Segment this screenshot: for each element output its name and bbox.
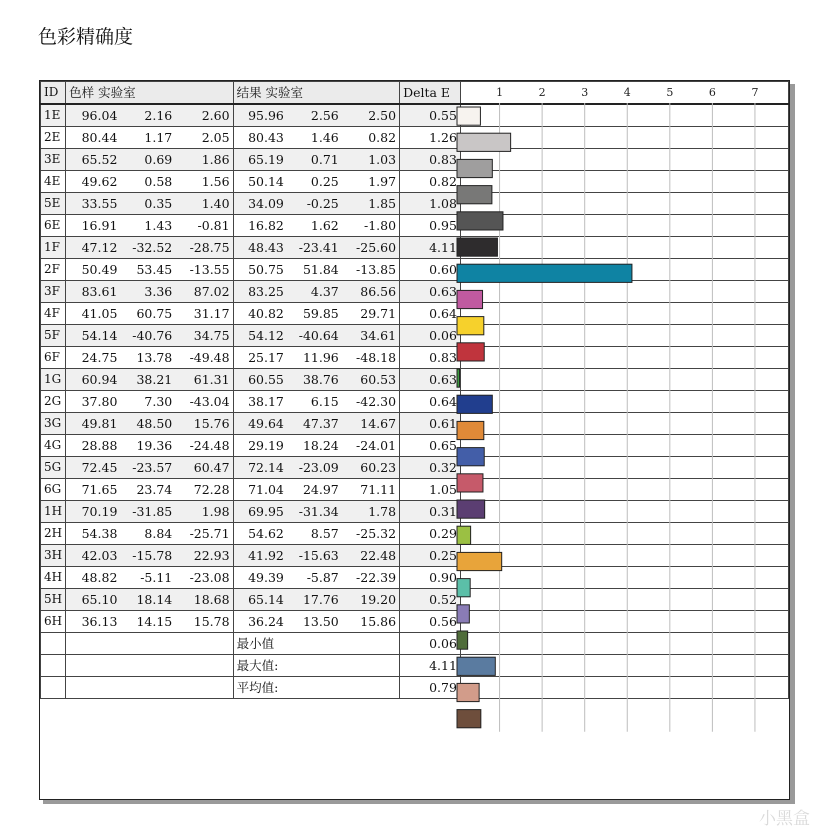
summary-label: 最大值: (233, 655, 399, 677)
delta-e-bar (457, 657, 495, 675)
result-a: 38.76 (287, 369, 342, 391)
watermark: 小黑盒 (759, 809, 810, 829)
result-b: 0.82 (342, 127, 400, 149)
color-accuracy-report (39, 80, 790, 800)
sample-a: 0.35 (120, 193, 175, 215)
result-b: 1.03 (342, 149, 400, 171)
result-b: 29.71 (342, 303, 400, 325)
x-tick-label: 4 (623, 86, 631, 99)
sample-l: 96.04 (66, 104, 121, 127)
delta-e-value: 0.60 (400, 259, 461, 281)
sample-l: 72.45 (66, 457, 121, 479)
sample-l: 42.03 (66, 545, 121, 567)
sample-b: -13.55 (175, 259, 233, 281)
sample-l: 65.52 (66, 149, 121, 171)
header-result: 结果 实验室 (233, 82, 399, 105)
sample-b: 18.68 (175, 589, 233, 611)
sample-b: 1.56 (175, 171, 233, 193)
sample-a: 60.75 (120, 303, 175, 325)
row-id: 2F (41, 259, 66, 281)
sample-b: -43.04 (175, 391, 233, 413)
result-l: 65.19 (233, 149, 287, 171)
delta-e-bar (457, 238, 497, 256)
sample-a: -31.85 (120, 501, 175, 523)
result-b: 14.67 (342, 413, 400, 435)
row-id: 4G (41, 435, 66, 457)
sample-b: 22.93 (175, 545, 233, 567)
result-b: 19.20 (342, 589, 400, 611)
result-b: -42.30 (342, 391, 400, 413)
row-id: 5F (41, 325, 66, 347)
result-a: -40.64 (287, 325, 342, 347)
result-a: 18.24 (287, 435, 342, 457)
result-a: 8.57 (287, 523, 342, 545)
summary-value: 0.06 (400, 633, 461, 655)
sample-a: 23.74 (120, 479, 175, 501)
sample-a: -15.78 (120, 545, 175, 567)
summary-label: 平均值: (233, 677, 399, 699)
result-b: 60.23 (342, 457, 400, 479)
summary-value: 0.79 (400, 677, 461, 699)
result-a: 13.50 (287, 611, 342, 633)
result-b: -22.39 (342, 567, 400, 589)
sample-b: -28.75 (175, 237, 233, 259)
result-l: 83.25 (233, 281, 287, 303)
sample-l: 83.61 (66, 281, 121, 303)
row-id: 6F (41, 347, 66, 369)
sample-a: 14.15 (120, 611, 175, 633)
result-a: -15.63 (287, 545, 342, 567)
sample-a: 0.58 (120, 171, 175, 193)
sample-b: 15.78 (175, 611, 233, 633)
sample-b: 34.75 (175, 325, 233, 347)
sample-a: 3.36 (120, 281, 175, 303)
result-l: 41.92 (233, 545, 287, 567)
result-l: 50.75 (233, 259, 287, 281)
sample-a: 1.17 (120, 127, 175, 149)
sample-a: 53.45 (120, 259, 175, 281)
row-id: 2G (41, 391, 66, 413)
row-id: 1F (41, 237, 66, 259)
result-l: 60.55 (233, 369, 287, 391)
result-a: 4.37 (287, 281, 342, 303)
result-l: 95.96 (233, 104, 287, 127)
sample-l: 36.13 (66, 611, 121, 633)
result-l: 49.64 (233, 413, 287, 435)
row-id: 3H (41, 545, 66, 567)
header-id: ID (41, 82, 66, 105)
delta-e-bar (457, 552, 502, 570)
header-delta-e: Delta E (400, 82, 461, 105)
sample-l: 49.81 (66, 413, 121, 435)
result-b: 22.48 (342, 545, 400, 567)
row-id: 3E (41, 149, 66, 171)
result-a: 47.37 (287, 413, 342, 435)
result-l: 29.19 (233, 435, 287, 457)
sample-a: 7.30 (120, 391, 175, 413)
result-l: 34.09 (233, 193, 287, 215)
result-a: -31.34 (287, 501, 342, 523)
sample-l: 16.91 (66, 215, 121, 237)
delta-e-bar-chart (40, 81, 791, 801)
sample-l: 24.75 (66, 347, 121, 369)
sample-l: 49.62 (66, 171, 121, 193)
delta-e-bar (457, 526, 471, 544)
delta-e-bar (457, 133, 511, 151)
result-b: 60.53 (342, 369, 400, 391)
result-b: 15.86 (342, 611, 400, 633)
x-tick-label: 6 (708, 86, 716, 99)
sample-b: -24.48 (175, 435, 233, 457)
result-b: 71.11 (342, 479, 400, 501)
delta-e-value: 1.08 (400, 193, 461, 215)
delta-e-bar (457, 710, 481, 728)
x-tick-label: 5 (666, 86, 674, 99)
delta-e-bar (457, 186, 492, 204)
sample-b: 2.05 (175, 127, 233, 149)
delta-e-value: 0.83 (400, 347, 461, 369)
row-id: 1G (41, 369, 66, 391)
result-b: -13.85 (342, 259, 400, 281)
result-a: 59.85 (287, 303, 342, 325)
sample-l: 54.14 (66, 325, 121, 347)
x-tick-label: 2 (538, 86, 546, 99)
sample-b: 1.98 (175, 501, 233, 523)
delta-e-bar (457, 159, 492, 177)
row-id: 2H (41, 523, 66, 545)
x-tick-label: 3 (581, 86, 589, 99)
sample-b: -0.81 (175, 215, 233, 237)
delta-e-value: 0.64 (400, 391, 461, 413)
sample-a: 1.43 (120, 215, 175, 237)
delta-e-value: 1.26 (400, 127, 461, 149)
delta-e-bar (457, 212, 503, 230)
result-a: -23.09 (287, 457, 342, 479)
delta-e-value: 0.64 (400, 303, 461, 325)
delta-e-bar (457, 448, 484, 466)
delta-e-value: 0.61 (400, 413, 461, 435)
result-l: 50.14 (233, 171, 287, 193)
result-b: 1.78 (342, 501, 400, 523)
result-b: 86.56 (342, 281, 400, 303)
delta-e-bar (457, 683, 479, 701)
sample-l: 65.10 (66, 589, 121, 611)
result-b: 1.97 (342, 171, 400, 193)
page-title: 色彩精确度 (38, 26, 134, 48)
result-l: 36.24 (233, 611, 287, 633)
result-a: 1.62 (287, 215, 342, 237)
result-l: 54.12 (233, 325, 287, 347)
sample-l: 50.49 (66, 259, 121, 281)
row-id: 2E (41, 127, 66, 149)
delta-e-value: 4.11 (400, 237, 461, 259)
delta-e-bar (457, 290, 483, 308)
result-a: 0.71 (287, 149, 342, 171)
sample-b: 2.60 (175, 104, 233, 127)
delta-e-value: 0.63 (400, 281, 461, 303)
sample-l: 47.12 (66, 237, 121, 259)
row-id: 5G (41, 457, 66, 479)
sample-l: 70.19 (66, 501, 121, 523)
result-a: 24.97 (287, 479, 342, 501)
result-a: -0.25 (287, 193, 342, 215)
row-id: 1H (41, 501, 66, 523)
result-b: 1.85 (342, 193, 400, 215)
sample-b: 31.17 (175, 303, 233, 325)
result-l: 25.17 (233, 347, 287, 369)
row-id: 6H (41, 611, 66, 633)
sample-b: 1.86 (175, 149, 233, 171)
sample-b: -49.48 (175, 347, 233, 369)
row-id: 3G (41, 413, 66, 435)
delta-e-value: 0.56 (400, 611, 461, 633)
delta-e-value: 0.52 (400, 589, 461, 611)
delta-e-value: 0.55 (400, 104, 461, 127)
result-a: -23.41 (287, 237, 342, 259)
sample-a: 48.50 (120, 413, 175, 435)
result-l: 80.43 (233, 127, 287, 149)
result-a: 11.96 (287, 347, 342, 369)
delta-e-value: 0.83 (400, 149, 461, 171)
delta-e-bar (457, 421, 484, 439)
result-a: 0.25 (287, 171, 342, 193)
result-l: 71.04 (233, 479, 287, 501)
result-l: 72.14 (233, 457, 287, 479)
sample-l: 60.94 (66, 369, 121, 391)
delta-e-bar (457, 474, 483, 492)
delta-e-value: 0.06 (400, 325, 461, 347)
sample-l: 28.88 (66, 435, 121, 457)
sample-a: 8.84 (120, 523, 175, 545)
sample-a: 2.16 (120, 104, 175, 127)
result-b: -24.01 (342, 435, 400, 457)
result-b: -25.32 (342, 523, 400, 545)
result-b: -25.60 (342, 237, 400, 259)
row-id: 3F (41, 281, 66, 303)
row-id: 1E (41, 104, 66, 127)
sample-b: 72.28 (175, 479, 233, 501)
delta-e-value: 0.65 (400, 435, 461, 457)
delta-e-value: 1.05 (400, 479, 461, 501)
result-a: 6.15 (287, 391, 342, 413)
sample-l: 71.65 (66, 479, 121, 501)
delta-e-bar (457, 107, 480, 125)
row-id: 4F (41, 303, 66, 325)
sample-b: 60.47 (175, 457, 233, 479)
delta-e-bar (457, 579, 470, 597)
x-tick-label: 7 (751, 86, 759, 99)
result-a: 2.56 (287, 104, 342, 127)
result-a: 1.46 (287, 127, 342, 149)
result-b: -48.18 (342, 347, 400, 369)
delta-e-value: 0.63 (400, 369, 461, 391)
result-a: 51.84 (287, 259, 342, 281)
sample-l: 41.05 (66, 303, 121, 325)
sample-b: -23.08 (175, 567, 233, 589)
result-a: -5.87 (287, 567, 342, 589)
row-id: 5H (41, 589, 66, 611)
sample-b: 15.76 (175, 413, 233, 435)
delta-e-bar (457, 395, 492, 413)
summary-label: 最小值 (233, 633, 399, 655)
sample-b: -25.71 (175, 523, 233, 545)
x-tick-label: 1 (496, 86, 504, 99)
delta-e-value: 0.32 (400, 457, 461, 479)
sample-a: -32.52 (120, 237, 175, 259)
result-l: 65.14 (233, 589, 287, 611)
delta-e-bar (457, 343, 484, 361)
result-l: 38.17 (233, 391, 287, 413)
sample-b: 1.40 (175, 193, 233, 215)
sample-a: 13.78 (120, 347, 175, 369)
sample-l: 54.38 (66, 523, 121, 545)
sample-l: 48.82 (66, 567, 121, 589)
result-b: 34.61 (342, 325, 400, 347)
delta-e-bar (457, 631, 468, 649)
result-l: 54.62 (233, 523, 287, 545)
sample-b: 87.02 (175, 281, 233, 303)
row-id: 5E (41, 193, 66, 215)
delta-e-bar (457, 500, 485, 518)
delta-e-value: 0.29 (400, 523, 461, 545)
result-l: 40.82 (233, 303, 287, 325)
row-id: 6E (41, 215, 66, 237)
delta-e-value: 0.95 (400, 215, 461, 237)
sample-b: 61.31 (175, 369, 233, 391)
summary-value: 4.11 (400, 655, 461, 677)
result-l: 16.82 (233, 215, 287, 237)
sample-a: 0.69 (120, 149, 175, 171)
sample-a: -40.76 (120, 325, 175, 347)
sample-a: 38.21 (120, 369, 175, 391)
row-id: 4H (41, 567, 66, 589)
delta-e-value: 0.90 (400, 567, 461, 589)
result-l: 69.95 (233, 501, 287, 523)
sample-a: 19.36 (120, 435, 175, 457)
header-sample: 色样 实验室 (66, 82, 233, 105)
result-a: 17.76 (287, 589, 342, 611)
sample-l: 80.44 (66, 127, 121, 149)
delta-e-value: 0.82 (400, 171, 461, 193)
result-l: 49.39 (233, 567, 287, 589)
delta-e-bar (457, 264, 632, 282)
delta-e-value: 0.25 (400, 545, 461, 567)
sample-a: -23.57 (120, 457, 175, 479)
delta-e-bar (457, 605, 469, 623)
row-id: 6G (41, 479, 66, 501)
sample-a: -5.11 (120, 567, 175, 589)
sample-l: 37.80 (66, 391, 121, 413)
result-b: 2.50 (342, 104, 400, 127)
delta-e-bar (457, 317, 484, 335)
sample-a: 18.14 (120, 589, 175, 611)
result-b: -1.80 (342, 215, 400, 237)
row-id: 4E (41, 171, 66, 193)
delta-e-bar (457, 369, 460, 387)
result-l: 48.43 (233, 237, 287, 259)
sample-l: 33.55 (66, 193, 121, 215)
delta-e-value: 0.31 (400, 501, 461, 523)
